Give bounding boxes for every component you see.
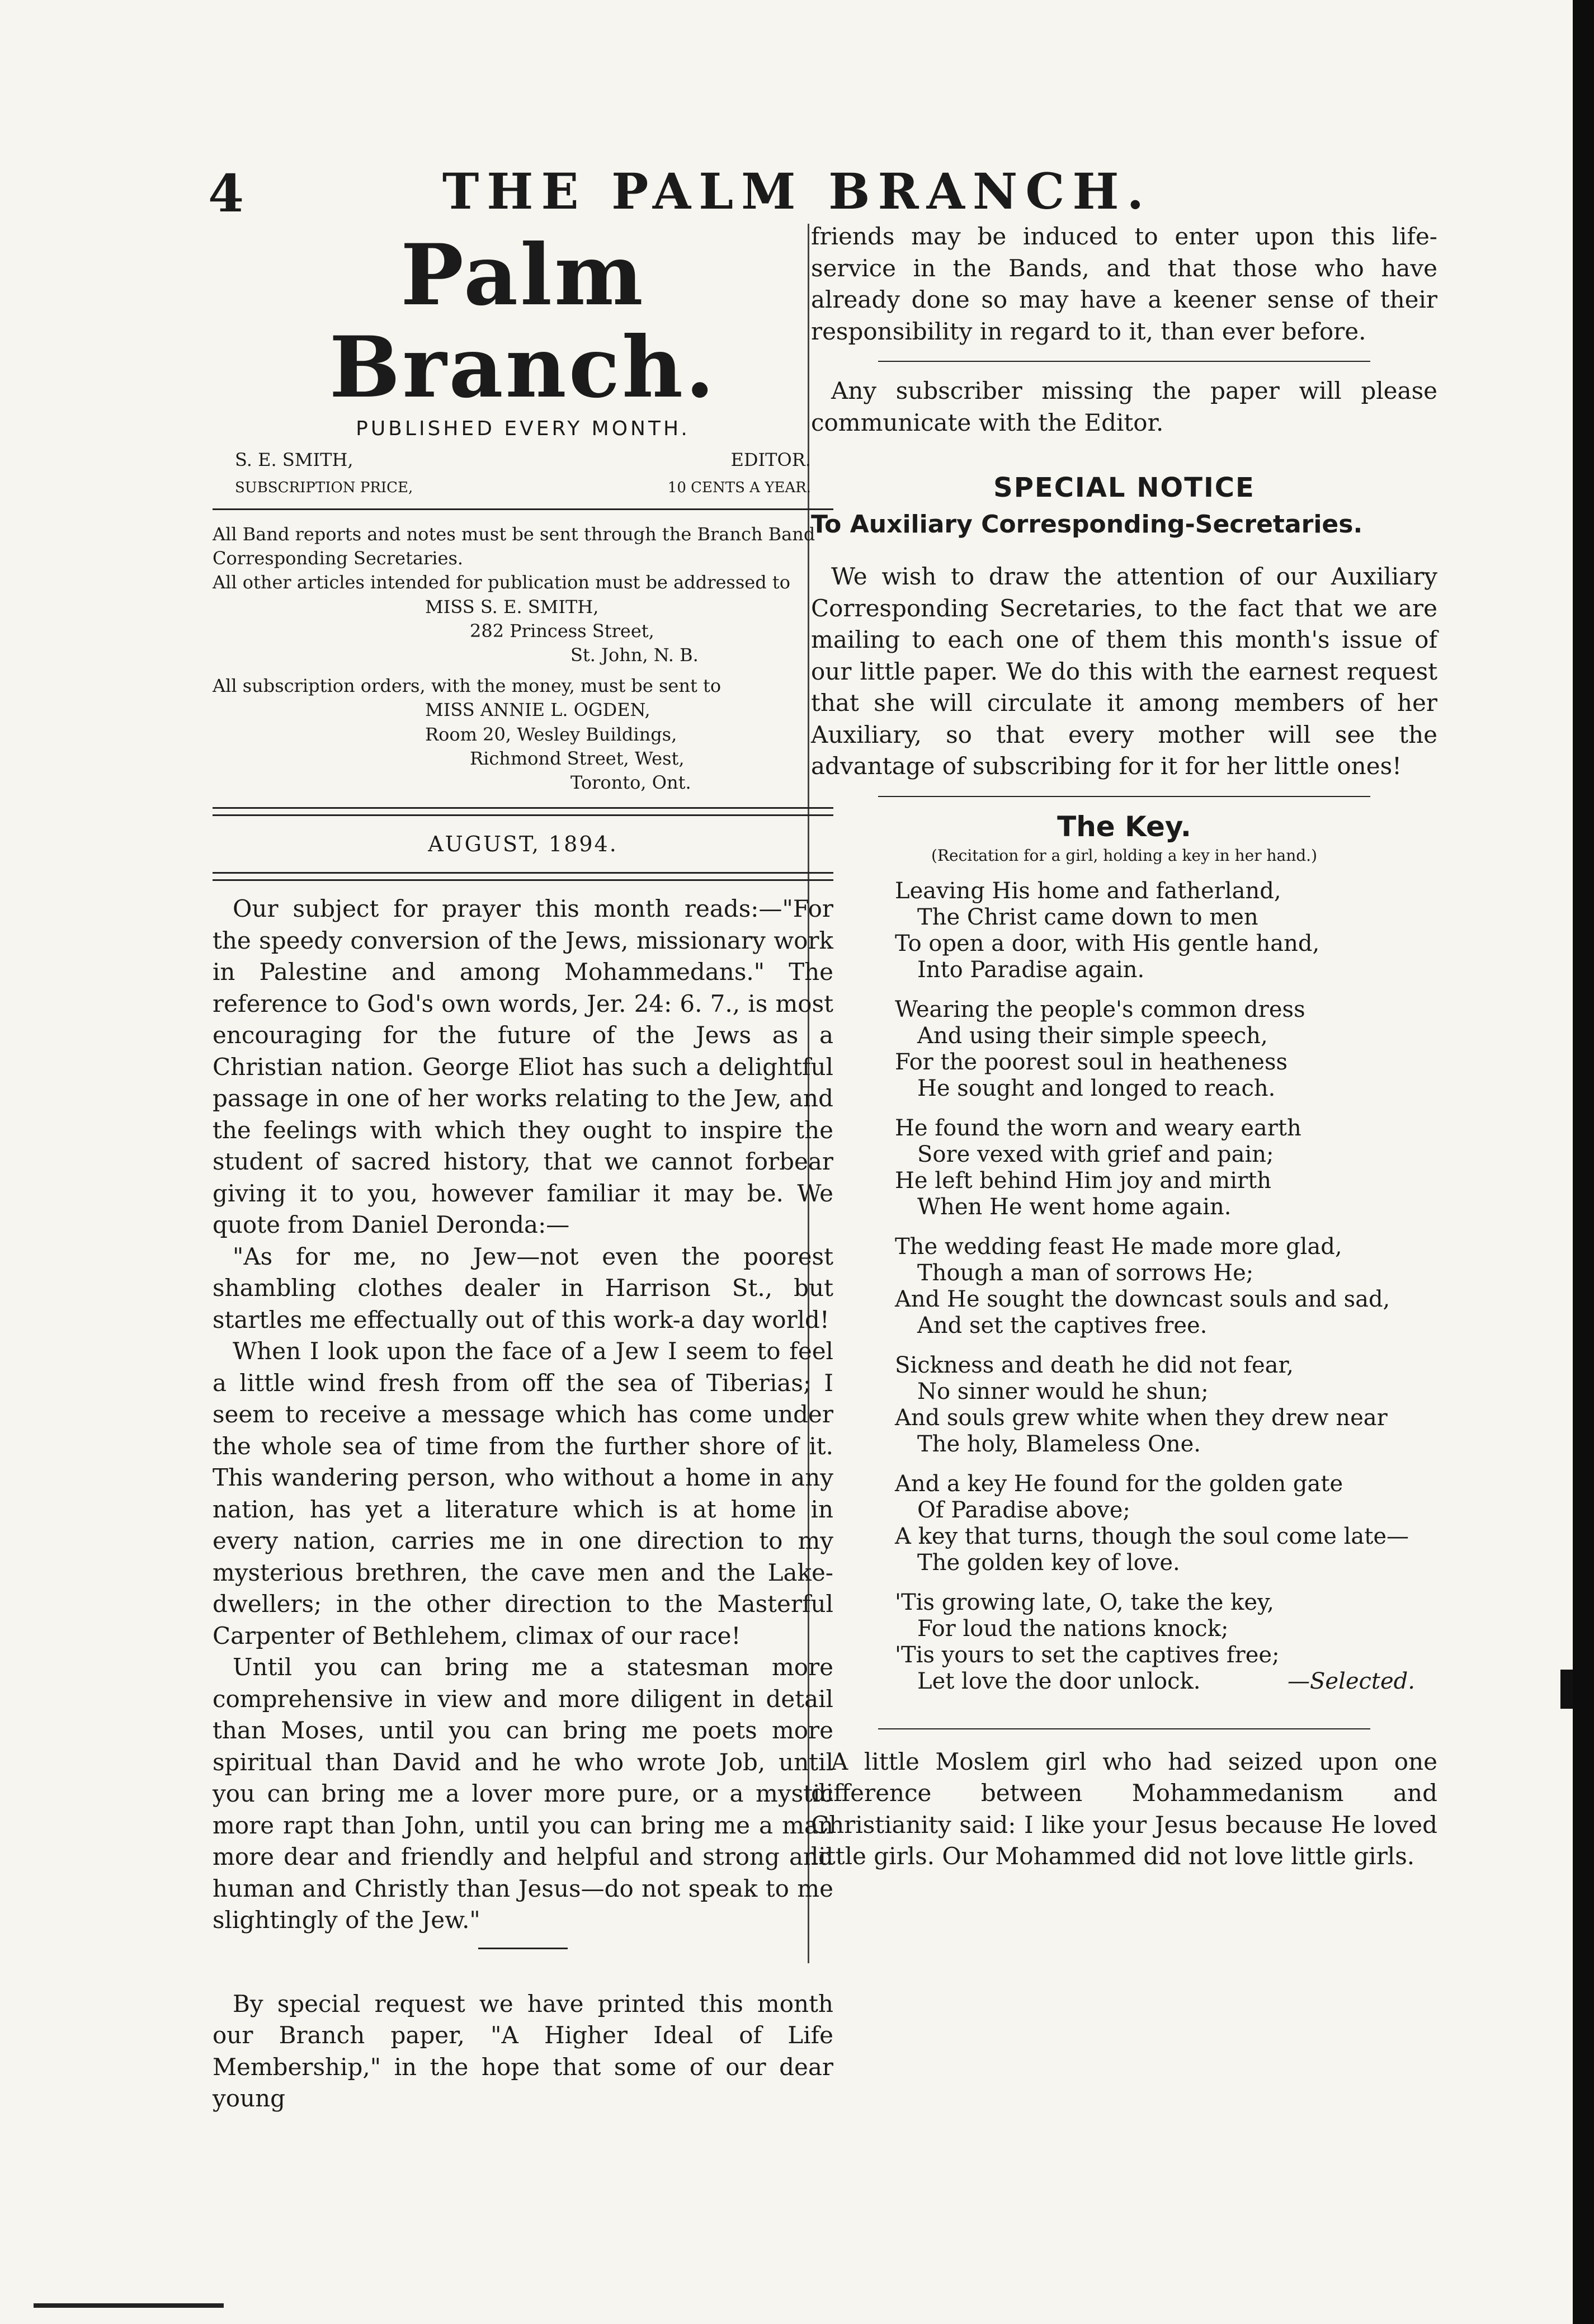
poem-line: Though a man of sorrows He; — [917, 1260, 1254, 1286]
poem-subtitle: (Recitation for a girl, holding a key in her hand.) — [931, 846, 1317, 865]
issue-date: AUGUST, 1894. — [428, 832, 618, 857]
subscription-label: SUBSCRIPTION PRICE, — [235, 479, 413, 496]
section-rule — [878, 1728, 1370, 1729]
poem-line: And using their simple speech, — [917, 1022, 1268, 1049]
articles-note: All other articles intended for publication must be addressed to — [213, 572, 790, 593]
special-notice-title: SPECIAL NOTICE — [993, 472, 1255, 503]
poem-line: When He went home again. — [917, 1194, 1232, 1220]
poem-stanza — [895, 997, 1437, 1102]
anecdote — [811, 1746, 1437, 1873]
missing-notice-text: Any subscriber missing the paper will please communicate with the Editor. — [811, 377, 1437, 436]
poem-line: For loud the nations knock; — [917, 1615, 1229, 1642]
subscription-line — [235, 479, 811, 496]
address1-street: 282 Princess Street, — [470, 620, 654, 642]
poem-line: 'Tis growing late, O, take the key, — [895, 1589, 1275, 1615]
section-rule — [878, 796, 1370, 797]
poem-stanza — [895, 1471, 1437, 1576]
poem-line: And souls grew white when they drew near — [895, 1404, 1388, 1431]
poem-line: Let love the door unlock. — [917, 1668, 1201, 1694]
scan-bottom-mark — [34, 2303, 224, 2308]
editorial-continued — [811, 221, 1437, 347]
poem-line: He left behind Him joy and mirth — [895, 1167, 1271, 1194]
poem-line: For the poorest soul in heatheness — [895, 1049, 1288, 1075]
poem-line: The wedding feast He made more glad, — [895, 1233, 1342, 1260]
poem-line: Sore vexed with grief and pain; — [917, 1141, 1274, 1167]
poem-attribution: —Selected. — [1287, 1668, 1415, 1694]
poem-stanza — [895, 1352, 1437, 1458]
special-notice-subtitle: To Auxiliary Corresponding-Secretaries. — [811, 510, 1363, 539]
scan-edge-shadow — [1573, 0, 1594, 2324]
special-notice-body — [811, 561, 1437, 782]
poem-line: And He sought the downcast souls and sad, — [895, 1286, 1390, 1312]
editorial-paragraph: friends may be induced to enter upon this life-service in the Bands, and that those who have already done so may have a keener sense of their responsibility in regard to it, than ever before. — [811, 223, 1437, 345]
editorial-paragraph: "As for me, no Jew—not even the poorest shambling clothes dealer in Harrison St., but startles me effectually out of this work-a day world! — [213, 1242, 833, 1333]
poem-line: Of Paradise above; — [917, 1497, 1130, 1523]
subscription-note: All subscription orders, with the money, must be sent to — [213, 675, 721, 697]
date-rule-top — [213, 807, 833, 816]
left-column — [213, 221, 833, 2115]
poem-line: Sickness and death he did not fear, — [895, 1352, 1294, 1378]
address2-room: Room 20, Wesley Buildings, — [425, 723, 677, 745]
date-rule-bottom — [213, 872, 833, 881]
right-column — [811, 221, 1437, 1873]
poem-line: And a key He found for the golden gate — [895, 1470, 1343, 1497]
running-head: THE PALM BRANCH. — [442, 162, 1152, 220]
special-notice-text: We wish to draw the attention of our Auxiliary Corresponding Secretaries, to the fact that we are mailing to each one of them this month's issue of our little paper. We do this with the earnest request that she will circulate it among members of her Auxiliary, so that every mother will see the advantage of subscribing for it for her little ones! — [811, 563, 1437, 780]
anecdote-text: A little Moslem girl who had seized upon one difference between Mohammedanism and Christianity said: I like your Jesus because He loved little girls. Our Mohammed did not love little girls. — [811, 1747, 1437, 1870]
poem-line: 'Tis yours to set the captives free; — [895, 1642, 1280, 1668]
poem-stanza — [895, 878, 1437, 983]
section-rule — [478, 1948, 568, 1949]
address2-street: Richmond Street, West, — [470, 747, 685, 769]
poem-stanza — [895, 1234, 1437, 1339]
publication-frequency: PUBLISHED EVERY MONTH. — [356, 417, 690, 440]
address1-name: MISS S. E. SMITH, — [425, 596, 599, 617]
poem-line: A key that turns, though the soul come late— — [895, 1523, 1409, 1549]
editorial-paragraph: Until you can bring me a statesman more comprehensive in view and more diligent in detail than Moses, until you can bring me poets more spiritual than David and he who wrote Job, until you can bring me a lover more pure, or a mystic more rapt than John, until you can bring me a man more dear and friendly and helpful and strong and human and Christly than Jesus—do not speak to me slightingly of the Jew." — [213, 1653, 833, 1934]
poem — [811, 878, 1437, 1695]
poem-line: Leaving His home and fatherland, — [895, 878, 1281, 904]
editorial-paragraph: When I look upon the face of a Jew I seem to feel a little wind fresh from off the sea of Tiberias; I seem to receive a message which has come under the whole sea of time from the further shore of it. This wandering person, who without a home in any nation, has yet a literature which is at home in every nation, carries me in one direction to my mysterious brethren, the cave men and the Lake-dwellers; in the other direction to the Masterful Carpenter of Bethlehem, climax of our race! — [213, 1337, 833, 1649]
poem-line: Into Paradise again. — [917, 956, 1145, 983]
address2-city: Toronto, Ont. — [570, 771, 691, 793]
reports-note: All Band reports and notes must be sent through the Branch Band Corresponding Secretaries. — [213, 524, 815, 569]
address1-city: St. John, N. B. — [570, 644, 699, 666]
missing-paper-notice — [811, 375, 1437, 439]
editor-label: EDITOR. — [730, 449, 811, 470]
poem-line: No sinner would he shun; — [917, 1378, 1209, 1404]
address2-name: MISS ANNIE L. OGDEN, — [425, 699, 650, 721]
editorial-paragraph: Our subject for prayer this month reads:—"For the speedy conversion of the Jews, missionary work in Palestine and among Mohammedans." The reference to God's own words, Jer. 24: 6. 7., is most encouraging for the future of the Jews as a Christian nation. George Eliot has such a delightful passage in one of her works relating to the Jew, and the feelings with which they ought to inspire the student of sacred history, that we cannot forbear giving it to you, however familiar it may be. We quote from Daniel Deronda:— — [213, 895, 833, 1239]
poem-line: The holy, Blameless One. — [917, 1431, 1201, 1457]
poem-line: The Christ came down to men — [917, 904, 1258, 930]
poem-title: The Key. — [1057, 810, 1191, 843]
poem-line: The golden key of love. — [917, 1549, 1180, 1576]
poem-line: And set the captives free. — [917, 1312, 1208, 1338]
editor-line — [235, 449, 811, 470]
poem-line: To open a door, with His gentle hand, — [895, 930, 1320, 956]
poem-line: He found the worn and weary earth — [895, 1115, 1301, 1141]
editorial-paragraph: By special request we have printed this month our Branch paper, "A Higher Ideal of Life Membership," in the hope that some of our dear young — [213, 1990, 833, 2113]
masthead-title: Palm Branch. — [329, 226, 717, 417]
masthead-rule — [213, 508, 833, 510]
scan-edge-mark — [1560, 1670, 1573, 1709]
subscription-price: 10 CENTS A YEAR. — [667, 479, 811, 496]
poem-stanza — [895, 1115, 1437, 1220]
poem-line: He sought and longed to reach. — [917, 1075, 1276, 1101]
editor-name: S. E. SMITH, — [235, 449, 353, 470]
poem-line: Wearing the people's common dress — [895, 996, 1305, 1022]
page-number: 4 — [208, 163, 244, 224]
section-rule — [878, 361, 1370, 362]
editorial-text — [213, 893, 833, 2115]
